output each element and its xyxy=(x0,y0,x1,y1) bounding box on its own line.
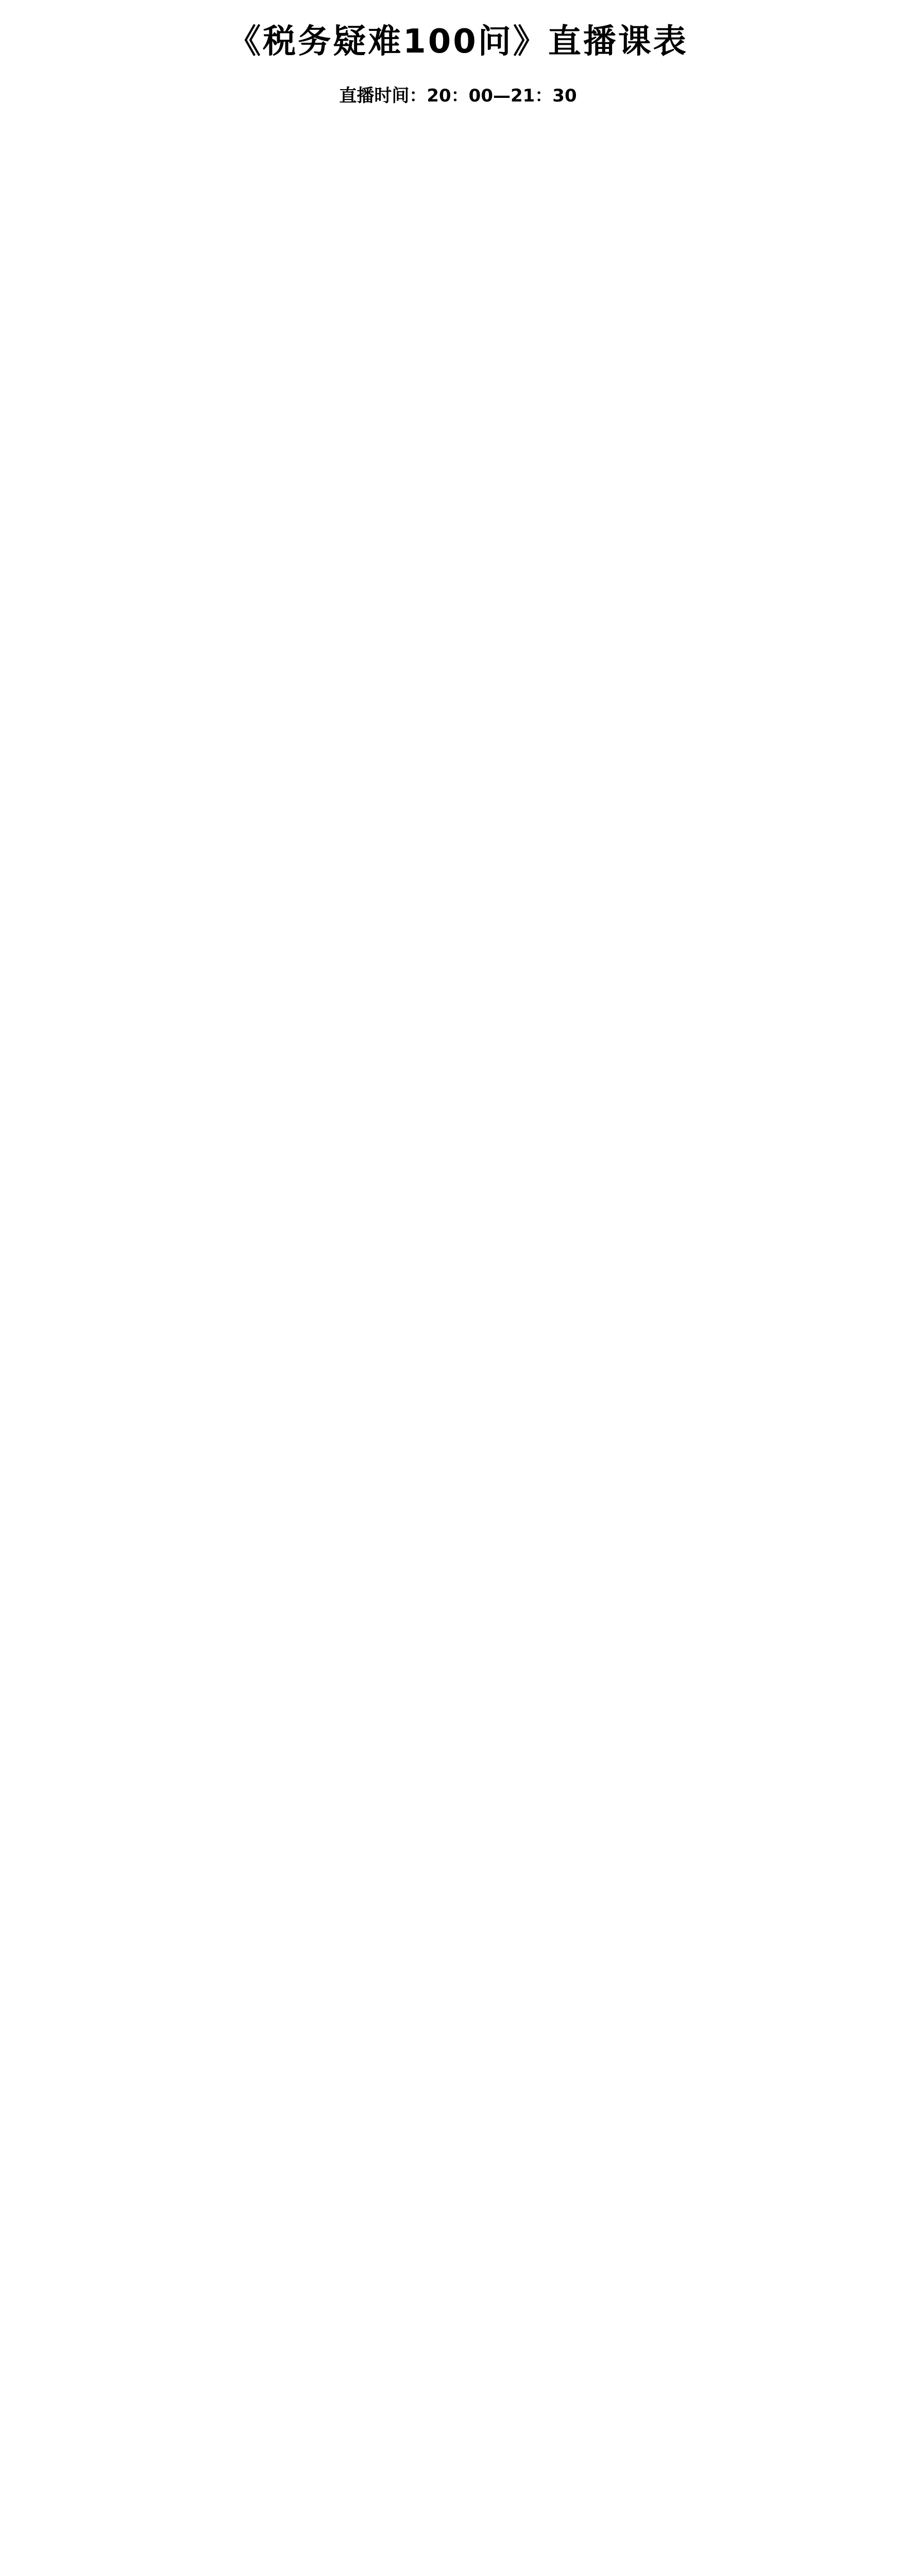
page-title: 《税务疑难100问》直播课表 xyxy=(228,23,688,61)
live-time: 直播时间：20：00—21：30 xyxy=(339,85,577,106)
